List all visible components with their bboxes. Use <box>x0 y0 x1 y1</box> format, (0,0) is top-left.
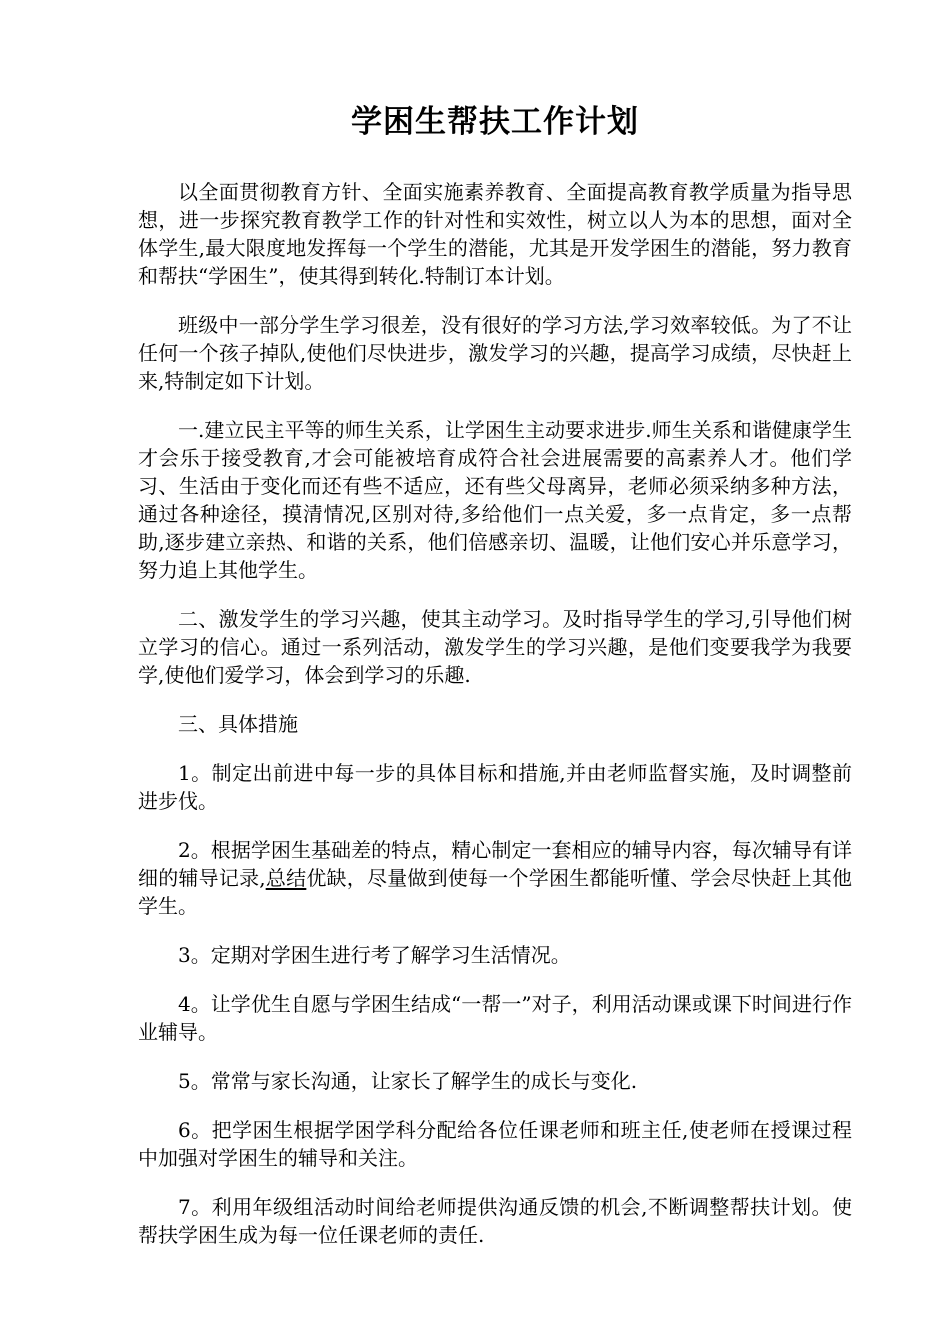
document-title: 学困生帮扶工作计划 <box>351 104 639 140</box>
paragraph-measure-6: 6。把学困生根据学困学科分配给各位任课老师和班主任,使老师在授课过程中加强对学困生的辅导和关注。 <box>138 1118 852 1170</box>
paragraph-guiding-thought: 以全面贯彻教育方针、全面实施素养教育、全面提高教育教学质量为指导思想，进一步探究教育教学工作的针对性和实效性，树立以人为本的思想，面对全体学生,最大限度地发挥每一个学生的潜能，尤其是开发学困生的潜能，努力教育和帮扶“学困生”，使其得到转化.特制订本计划。 <box>138 180 852 288</box>
paragraph-measure-1: 1。制定出前进中每一步的具体目标和措施,并由老师监督实施，及时调整前进步伐。 <box>138 761 852 813</box>
paragraph-section-one: 一.建立民主平等的师生关系，让学困生主动要求进步.师生关系和谐健康学生才会乐于接受教育,才会可能被培育成符合社会进展需要的高素养人才。他们学习、生活由于变化而还有些不适应，还有些父母离异，老师必须采纳多种方法，通过各种途径，摸清情况,区别对待,多给他们一点关爱，多一点肯定，多一点帮助,逐步建立亲热、和谐的关系，他们倍感亲切、温暖，让他们安心并乐意学习，努力追上其他学生。 <box>138 418 852 582</box>
paragraph-measure-3: 3。定期对学困生进行考了解学习生活情况。 <box>178 943 571 967</box>
document-page <box>138 100 852 1270</box>
paragraph-measure-5: 5。常常与家长沟通，让家长了解学生的成长与变化. <box>178 1069 638 1093</box>
paragraph-section-two: 二、激发学生的学习兴趣，使其主动学习。及时指导学生的学习,引导他们树立学习的信心。通过一系列活动，激发学生的学习兴趣，是他们变要我学为我要学,使他们爱学习，体会到学习的乐趣. <box>138 607 852 687</box>
measure-2-text-end: 优缺，尽量做到使每一个学困生都能听懂、学会尽快赶上其他学生。 <box>138 866 853 918</box>
paragraph-section-three-heading: 三、具体措施 <box>178 712 298 736</box>
paragraph-measure-2 <box>138 836 852 920</box>
measure-2-text-start: 2。根据学困生基础差的特点，精心制定一套相应的辅导内容，每次辅导有详细的辅导记录, <box>138 838 852 890</box>
paragraph-measure-4: 4。让学优生自愿与学困生结成“一帮一”对子，利用活动课或课下时间进行作业辅导。 <box>138 992 852 1044</box>
paragraph-measure-7: 7。利用年级组活动时间给老师提供沟通反馈的机会,不断调整帮扶计划。使帮扶学困生成为每一位任课老师的责任. <box>138 1195 852 1247</box>
underlined-word: 总结 <box>265 866 307 890</box>
paragraph-class-situation: 班级中一部分学生学习很差，没有很好的学习方法,学习效率较低。为了不让任何一个孩子掉队,使他们尽快进步，激发学习的兴趣，提高学习成绩，尽快赶上来,特制定如下计划。 <box>138 313 852 393</box>
